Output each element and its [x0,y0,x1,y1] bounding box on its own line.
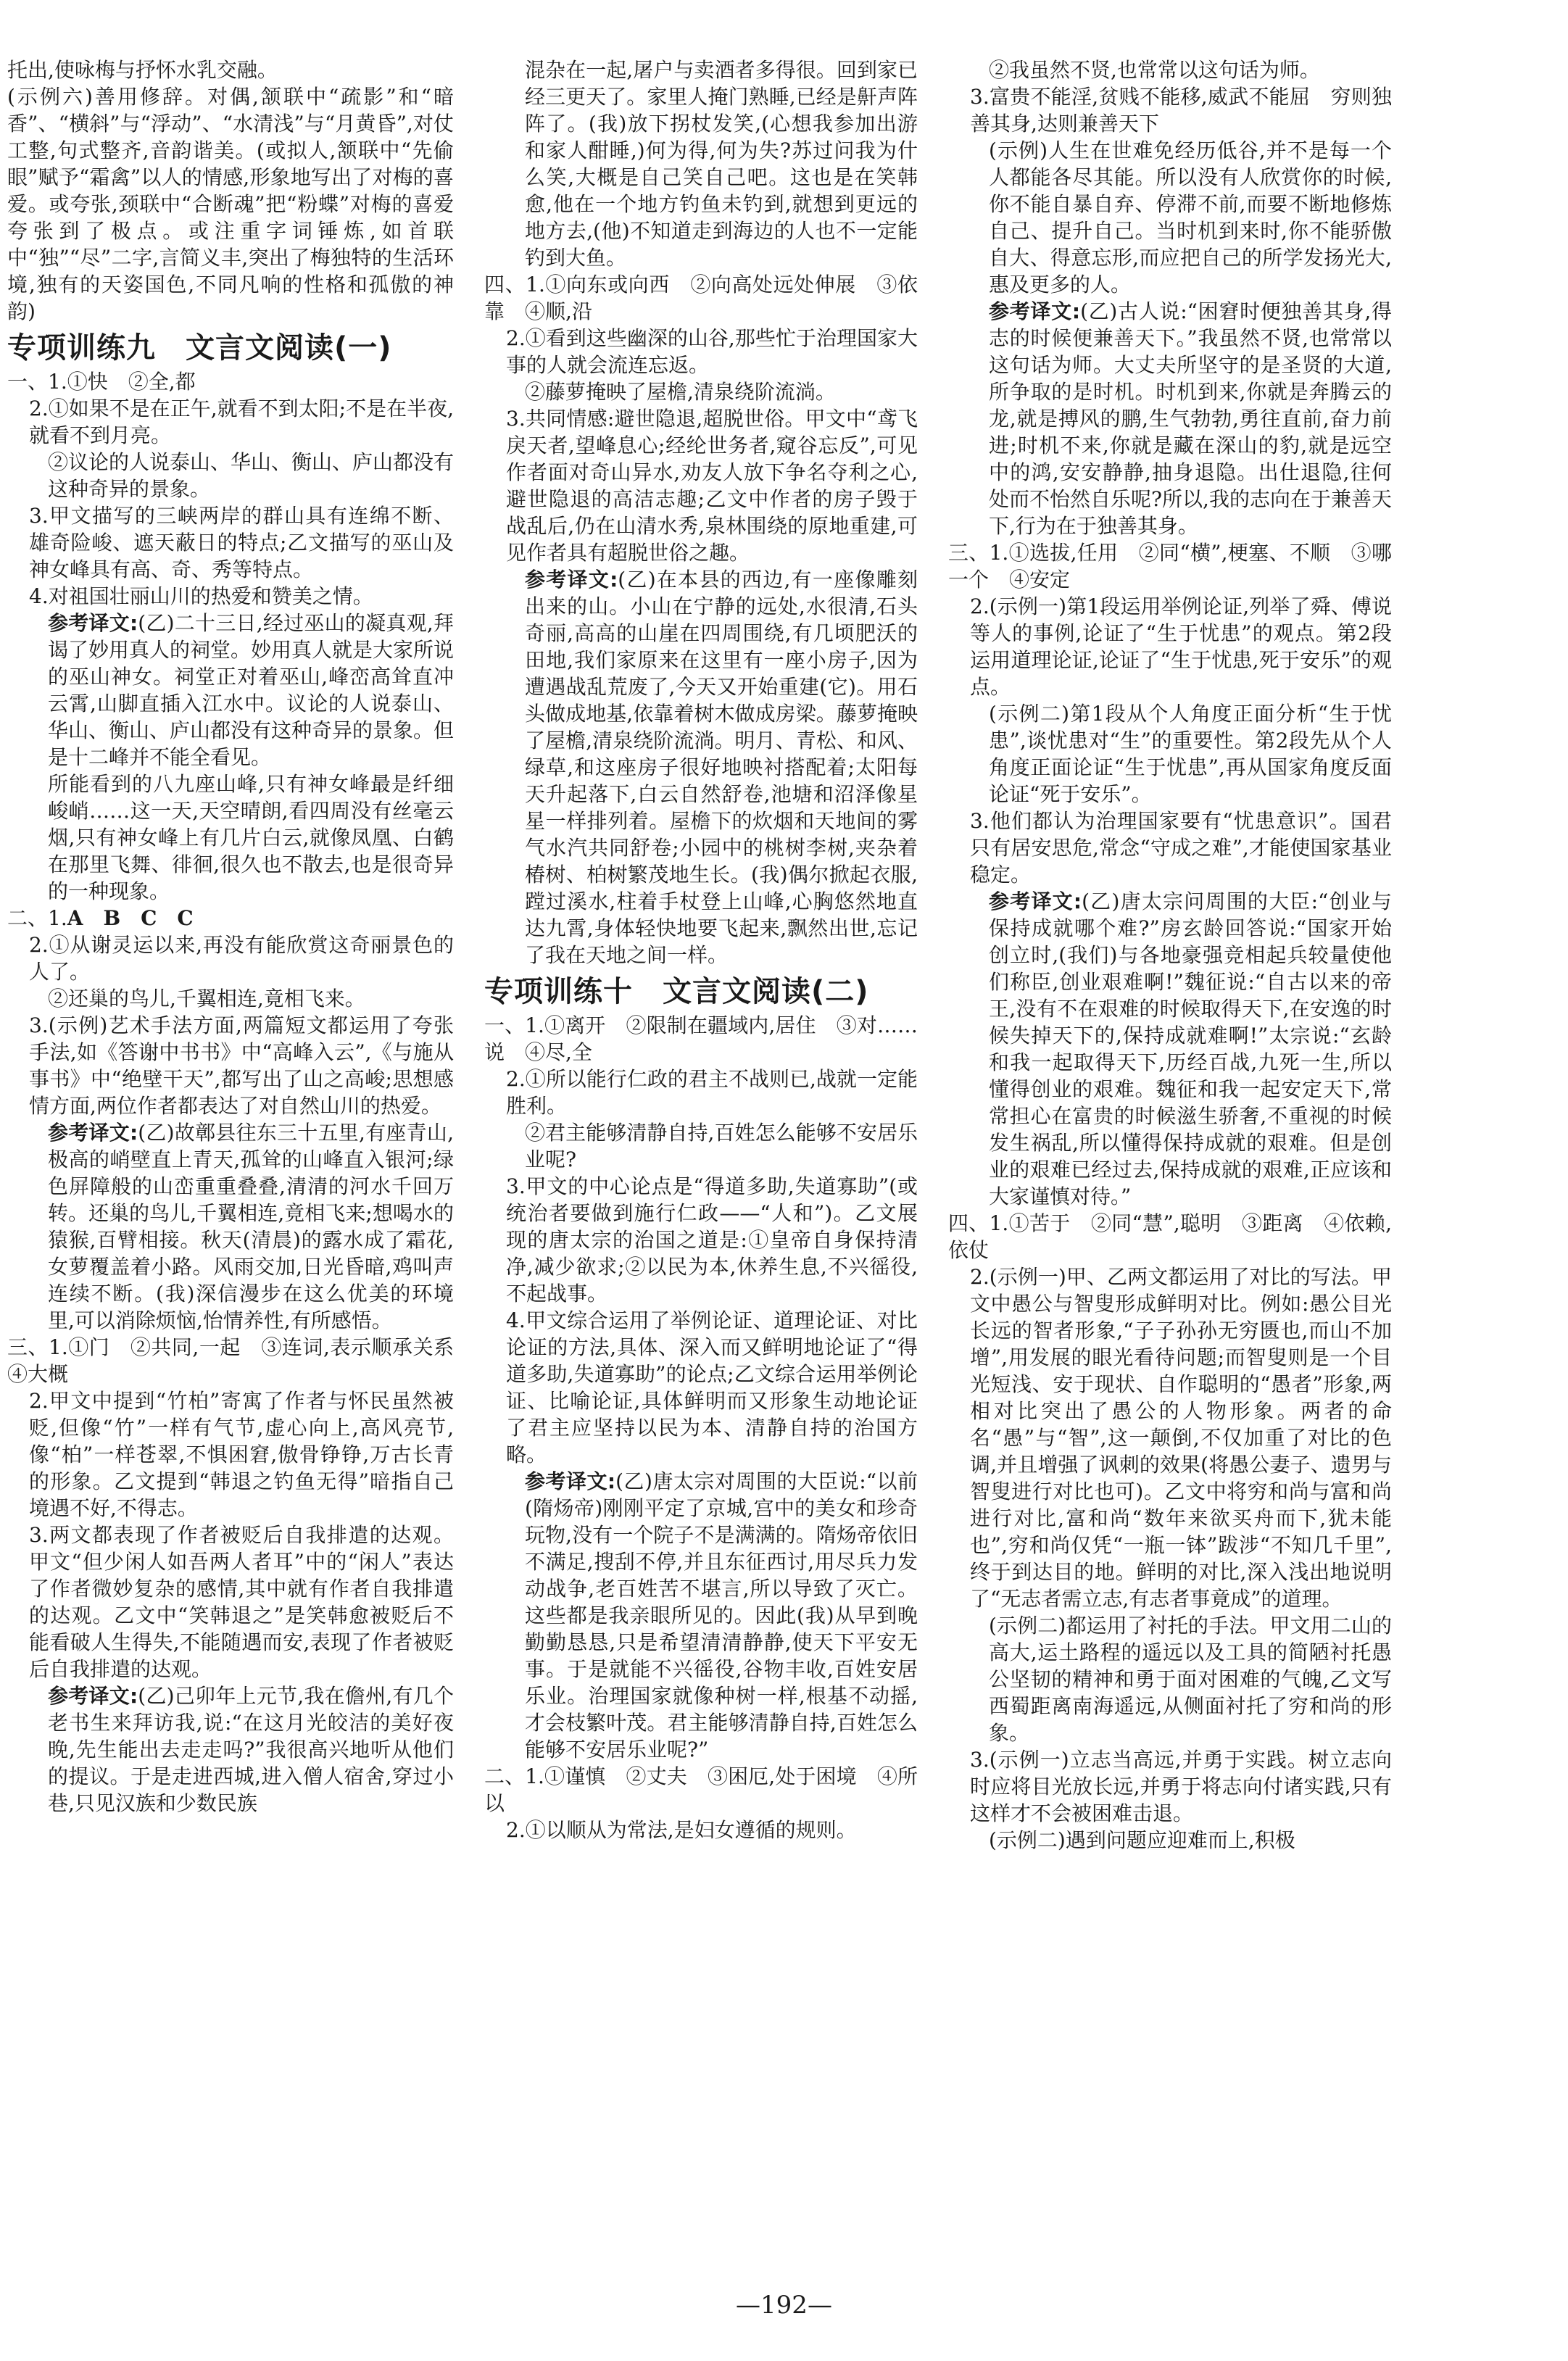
answer-item: 2.甲文中提到“竹柏”寄寓了作者与怀民虽然被贬,但像“竹”一样有气节,虚心向上,高风亮节,像“柏”一样苍翠,不惧困窘,傲骨铮铮,万古长青的形象。乙文提到“韩退之钓鱼无得”暗指自己境遇不好,不得志。 [29,1389,454,1520]
translation-text: (乙)己卯年上元节,我在儋州,有几个老书生来拜访我,说:“在这月光皎洁的美好夜晚,先生能出去走走吗?”我很高兴地听从他们的提议。于是走进西城,进入僧人宿舍,穿过小巷,只见汉族和少数民族 [48,1684,454,1815]
answer-item: 3.两文都表现了作者被贬后自我排遣的达观。甲文“但少闲人如吾两人者耳”中的“闲人”表达了作者微妙复杂的感情,其中就有作者自我排遣的达观。乙文中“笑韩退之”是笑韩愈被贬后不能看破人生得失,不能随遇而安,表现了作者被贬后自我排遣的达观。 [29,1523,454,1681]
item-number: 二、1. [7,906,67,930]
answer-item: (示例二)第1段从个人角度正面分析“生于忧患”,谈忧患对“生”的重要性。第2段先从个人角度正面论证“生于忧患”,再从国家角度反面论证“死于安乐”。 [989,702,1392,806]
answer-item: 2.①如果不是在正午,就看不到太阳;不是在半夜,就看不到月亮。 [29,397,454,447]
translation-paragraph [948,298,1392,539]
answer-item: 4.甲文综合运用了举例论证、道理论证、对比论证的方法,具体、深入而又鲜明地论证了“得道多助,失道寡助”的论点;乙文综合运用举例论证、比喻论证,具体鲜明而又形象生动地论证了君主应坚持以民为本、清静自持的治国方略。 [506,1308,918,1466]
answer-item: 一、1.①快 ②全,都 [7,370,196,394]
text-column-right [948,57,1392,2260]
text-column-left [7,57,475,2260]
translation-paragraph [484,1468,918,1763]
answer-item: 3.共同情感:避世隐退,超脱世俗。甲文中“鸢飞戾天者,望峰息心;经纶世务者,窥谷忘反”,可见作者面对奇山异水,劝友人放下争名夺利之心,避世隐退的高洁志趣;乙文中作者的房子毁于战乱后,仍在山清水秀,泉林围绕的原地重建,可见作者具有超脱世俗之趣。 [506,407,918,565]
reference-translation-label: 参考译文: [989,889,1082,913]
answer-item: 四、1.①苦于 ②同“慧”,聪明 ③距离 ④依赖,依仗 [948,1211,1392,1262]
answer-item: 一、1.①离开 ②限制在疆域内,居住 ③对……说 ④尽,全 [484,1013,918,1064]
answer-item [7,905,454,931]
answer-item: 2.①所以能行仁政的君主不战则已,战就一定能胜利。 [506,1067,918,1118]
reference-translation-label: 参考译文: [525,568,618,592]
translation-text: (乙)二十三日,经过巫山的凝真观,拜谒了妙用真人的祠堂。妙用真人就是大家所说的巫山神女。祠堂正对着巫山,峰峦高耸直冲云霄,山脚直插入江水中。议论的人说泰山、华山、衡山、庐山都没有这种奇异的景象。但是十二峰并不能全看见。 [48,611,455,769]
answer-item: 3.甲文描写的三峡两岸的群山具有连绵不断、雄奇险峻、遮天蔽日的特点;乙文描写的巫山及神女峰具有高、奇、秀等特点。 [29,504,454,581]
answer-item: 2.①从谢灵运以来,再没有能欣赏这奇丽景色的人了。 [29,933,454,984]
reference-translation-label: 参考译文: [989,299,1081,323]
section-heading-training-9: 专项训练九 文言文阅读(一) [7,331,392,365]
translation-text: (乙)古人说:“困窘时便独善其身,得志的时候便兼善天下。”我虽然不贤,也常常以这句话为师。大丈夫所坚守的是圣贤的大道,所争取的是时机。时机到来,你就是奔腾云的龙,就是搏风的鹏,生气勃勃,勇往直前,奋力前进;时机不来,你就是藏在深山的豹,就是远空中的鸿,安安静静,抽身退隐。出仕退隐,往何处而不怡然自乐呢?所以,我的志向在于兼善天下,行为在于独善其身。 [989,299,1392,538]
answer-item: 3.他们都认为治理国家要有“忧患意识”。国君只有居安思危,常念“守成之难”,才能使国家基业稳定。 [970,809,1392,887]
translation-paragraph: 混杂在一起,屠户与卖酒者多得很。回到家已经三更天了。家里人掩门熟睡,已经是鼾声阵阵了。(我)放下拐杖发笑,(心想我参加出游和家人酣睡,)何为得,何为失?苏过问我为什么笑,大概是自己笑自己吧。这也是在笑韩愈,他在一个地方钓鱼未钓到,就想到更远的地方去,(他)不知道走到海边的人也不一定能钓到大鱼。 [525,58,918,270]
reference-translation-label: 参考译文: [48,1121,138,1145]
answer-item: ②藤萝掩映了屋檐,清泉绕阶流淌。 [525,380,836,404]
reference-translation-label: 参考译文: [48,611,138,635]
paragraph: 托出,使咏梅与抒怀水乳交融。 [7,58,278,82]
translation-text: (乙)故鄣县往东三十五里,有座青山,极高的峭壁直上青天,孤耸的山峰直入银河;绿色屏障般的山峦重重叠叠,清清的河水千回万转。还巢的鸟儿,千翼相连,竟相飞来;想喝水的猿猴,百臂相接。秋天(清晨)的露水成了霜花,女萝覆盖着小路。风雨交加,日光昏暗,鸡叫声连续不断。(我)深信漫步在这么优美的环境里,可以消除烦恼,怡情养性,有所感悟。 [48,1121,454,1332]
answer-item: 3.富贵不能淫,贫贱不能移,威武不能屈 穷则独善其身,达则兼善天下 [970,85,1392,136]
translation-paragraph [484,566,918,968]
translation-paragraph [948,888,1392,1210]
answer-item: 2.①看到这些幽深的山谷,那些忙于治理国家大事的人就会流连忘返。 [506,326,918,377]
answer-item: 2.(示例一)甲、乙两文都运用了对比的写法。甲文中愚公与智叟形成鲜明对比。例如:愚公目光长远的智者形象,“子子孙孙无穷匮也,而山不加增”,用发展的眼光看待问题;而智叟则是一个目光短浅、安于现状、自作聪明的“愚者”形象,两相对比突出了愚公的人物形象。两者的命名“愚”与“智”,这一颠倒,不仅加重了对比的色调,并且增强了讽刺的效果(将愚公妻子、遗男与智叟进行对比也可)。乙文中将穷和尚与富和尚进行对比,富和尚“数年来欲买舟而下,犹未能也”,穷和尚仅凭“一瓶一钵”跋涉“不知几千里”,终于到达目的地。鲜明的对比,深入浅出地说明了“无志者需立志,有志者事竟成”的道理。 [970,1265,1392,1611]
paragraph: (示例六)善用修辞。对偶,颔联中“疏影”和“暗香”、“横斜”与“浮动”、“水清浅”与“月黄昏”,对仗工整,句式整齐,音韵谐美。(或拟人,颔联中“先偷眼”赋予“霜禽”以人的情感,形象地写出了对梅的喜爱。或夸张,颈联中“合断魂”把“粉蝶”对梅的喜爱夸张到了极点。或注重字词锤炼,如首联中“独”“尽”二字,言简义丰,突出了梅独特的生活环境,独有的天姿国色,不同凡响的性格和孤傲的神韵) [7,85,454,323]
reference-translation-label: 参考译文: [48,1684,138,1708]
translation-paragraph [7,1119,454,1334]
answer-item: 2.①以顺从为常法,是妇女遵循的规则。 [506,1818,857,1842]
answer-item: 二、1.①谨慎 ②丈夫 ③困厄,处于困境 ④所以 [484,1764,918,1815]
answer-item: (示例二)遇到问题应迎难而上,积极 [989,1828,1295,1852]
answer-item: ②议论的人说泰山、华山、衡山、庐山都没有这种奇异的景象。 [48,450,455,501]
reference-translation-label: 参考译文: [525,1469,616,1493]
answer-item: 三、1.①门 ②共同,一起 ③连词,表示顺承关系 ④大概 [7,1335,475,1386]
answer-item: ②我虽然不贤,也常常以这句话为师。 [989,58,1320,82]
answer-item: (示例)人生在世难免经历低谷,并不是每一个人都能各尽其能。所以没有人欣赏你的时候,你不能自暴自弃、停滞不前,而要不断地修炼自己、提升自己。当时机到来时,你不能骄傲自大、得意忘形,而应把自己的所学发扬光大,惠及更多的人。 [989,138,1392,296]
answer-item: 3.(示例一)立志当高远,并勇于实践。树立志向时应将目光放长远,并勇于将志向付诸实践,只有这样才不会被困难击退。 [970,1748,1392,1825]
answer-item: 4.对祖国壮丽山川的热爱和赞美之情。 [29,584,373,608]
choice-answers: A B C C [67,906,194,930]
answer-item: ②还巢的鸟儿,千翼相连,竟相飞来。 [48,987,365,1011]
answer-item: 2.(示例一)第1段运用举例论证,列举了舜、傅说等人的事例,论证了“生于忧患”的观点。第2段运用道理论证,论证了“生于忧患,死于安乐”的观点。 [970,594,1392,699]
text-column-middle [484,57,918,2260]
translation-paragraph [7,1682,454,1817]
translation-paragraph [7,610,454,771]
answer-item: 3.(示例)艺术手法方面,两篇短文都运用了夸张手法,如《答谢中书书》中“高峰入云”,《与施从事书》中“绝壁干天”,都写出了山之高峻;思想感情方面,两位作者都表达了对自然山川的热爱。 [29,1013,454,1118]
section-heading-training-10: 专项训练十 文言文阅读(二) [484,975,869,1008]
page-number: —192— [736,2291,832,2320]
translation-text: (乙)唐太宗对周围的大臣说:“以前(隋炀帝)刚刚平定了京城,宫中的美女和珍奇玩物,没有一个院子不是满满的。隋炀帝依旧不满足,搜刮不停,并且东征西讨,用尽兵力发动战争,老百姓苦不堪言,所以导致了灭亡。这些都是我亲眼所见的。因此(我)从早到晚勤勤恳恳,只是希望清清静静,使天下平安无事。于是就能不兴徭役,谷物丰收,百姓安居乐业。治理国家就像种树一样,根基不动摇,才会枝繁叶茂。君主能够清静自持,百姓怎么能够不安居乐业呢?” [525,1469,918,1762]
answer-item: 3.甲文的中心论点是“得道多助,失道寡助”(或统治者要做到施行仁政——“人和”)。乙文展现的唐太宗的治国之道是:①皇帝自身保持清净,减少欲求;②以民为本,休养生息,不兴徭役,不起战事。 [506,1174,918,1306]
answer-item: ②君主能够清静自持,百姓怎么能够不安居乐业呢? [525,1121,918,1171]
translation-text: (乙)唐太宗问周围的大臣:“创业与保持成就哪个难?”房玄龄回答说:“国家开始创立时,(我们)与各地豪强竞相起兵较量使他们称臣,创业艰难啊!”魏征说:“自古以来的帝王,没有不在艰难的时候取得天下,在安逸的时候失掉天下的,保持成就难啊!”太宗说:“玄龄和我一起取得天下,历经百战,九死一生,所以懂得创业的艰难。魏征和我一起安定天下,常常担心在富贵的时候滋生骄奢,不重视的时候发生祸乱,所以懂得保持成就的艰难。但是创业的艰难已经过去,保持成就的艰难,正应该和大家谨慎对待。” [989,889,1392,1208]
answer-item: 四、1.①向东或向西 ②向高处远处伸展 ③依靠 ④顺,沿 [484,273,918,323]
answer-item: 三、1.①选拔,任用 ②同“横”,梗塞、不顺 ③哪一个 ④安定 [948,541,1392,592]
answer-item: (示例二)都运用了衬托的手法。甲文用二山的高大,运土路程的遥远以及工具的简陋衬托愚公坚韧的精神和勇于面对困难的气魄,乙文写西蜀距离南海遥远,从侧面衬托了穷和尚的形象。 [989,1614,1392,1745]
translation-text: (乙)在本县的西边,有一座像雕刻出来的山。小山在宁静的远处,水很清,石头奇丽,高高的山崖在四周围绕,有几顷肥沃的田地,我们家原来在这里有一座小房子,因为遭遇战乱荒废了,今天又开始重建(它)。用石头做成地基,依靠着树木做成房梁。藤萝掩映了屋檐,清泉绕阶流淌。明月、青松、和风、绿草,和这座房子很好地映衬搭配着;太阳每天升起落下,白云自然舒卷,池塘和沼泽像星星一样排列着。屋檐下的炊烟和天地间的雾气水汽共同舒卷;小园中的桃树李树,夹杂着椿树、柏树繁茂地生长。(我)偶尔掀起衣服,蹚过溪水,柱着手杖登上山峰,心胸悠然地直达九霄,身体轻快地要飞起来,飘然出世,忘记了我在天地之间一样。 [525,568,918,967]
translation-paragraph: 所能看到的八九座山峰,只有神女峰最是纤细峻峭……这一天,天空晴朗,看四周没有丝毫云烟,只有神女峰上有几片白云,就像凤凰、白鹤在那里飞舞、徘徊,很久也不散去,也是很奇异的一种现象。 [48,772,454,903]
